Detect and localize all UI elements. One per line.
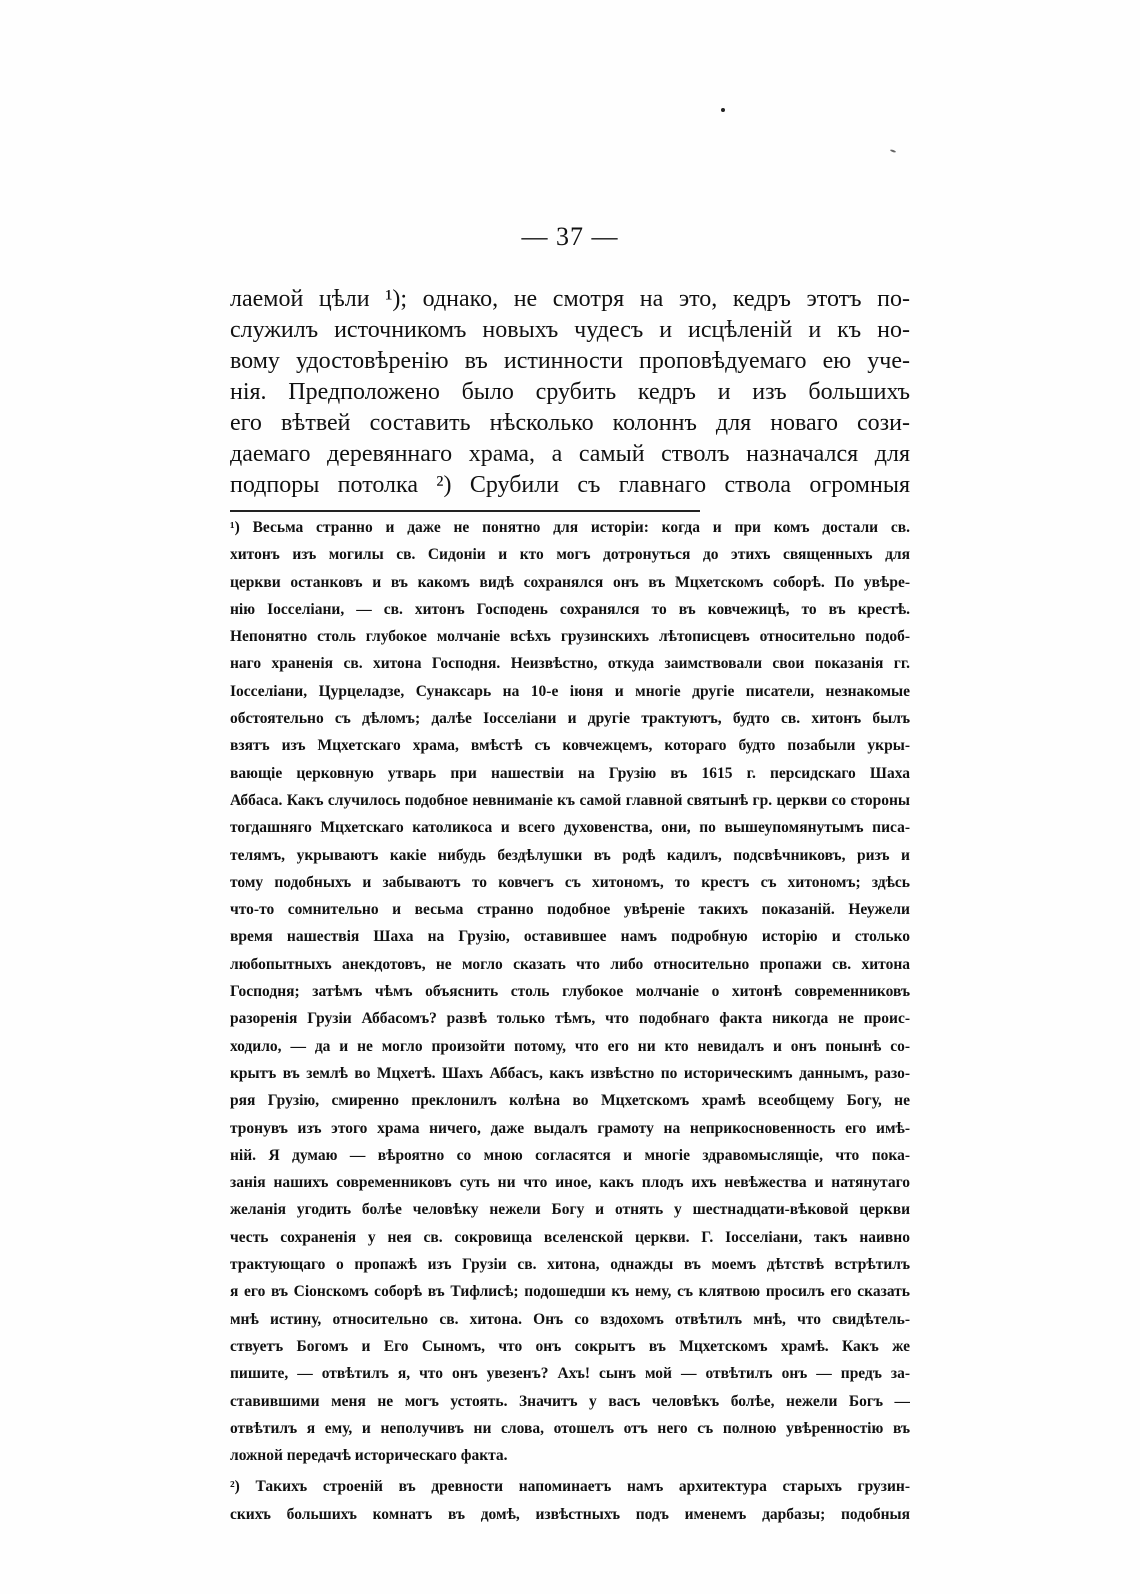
footnote-line: тронувъ изъ этого храма ничего, даже выдалъ грамоту на неприкосновенность его имѣ-: [230, 1119, 910, 1137]
footnote-line: ствуетъ Богомъ и Его Сыномъ, что онъ сокрытъ въ Мцхетскомъ храмѣ. Какъ же: [230, 1337, 910, 1355]
scan-speck: [890, 149, 896, 153]
text-line: служилъ источникомъ новыхъ чудесъ и исцѣленій и къ но-: [230, 317, 910, 343]
footnote-line: церкви останковъ и въ какомъ видѣ сохранялся онъ въ Мцхетскомъ соборѣ. По увѣре-: [230, 573, 910, 591]
footnote-line: скихъ большихъ комнатъ въ домѣ, извѣстныхъ подъ именемъ дарбазы; подобныя: [230, 1505, 910, 1523]
footnote-line: хитонъ изъ могилы св. Сидоніи и кто могъ дотронуться до этихъ священныхъ для: [230, 546, 910, 564]
text-line: даемаго деревяннаго храма, а самый стволъ назначался для: [230, 441, 910, 467]
footnote-line: ложной передачѣ историческаго факта.: [230, 1447, 508, 1465]
footnote-line: ній. Я думаю — вѣроятно со мною согласятся и многіе здравомыслящіе, что пока-: [230, 1146, 910, 1164]
footnote-line: ¹) Весьма странно и даже не понятно для исторіи: когда и при комъ достали св.: [230, 519, 910, 536]
footnotes: [230, 514, 910, 1528]
footnote-line: желанія угодить болѣе человѣку нежели Богу и отнять у шестнадцати-вѣковой церкви: [230, 1201, 910, 1219]
footnote-line: тогдашняго Мцхетскаго католикоса и всего духовенства, они, по вышеупомянутымъ писа-: [230, 819, 910, 837]
footnote-line: взятъ изъ Мцхетскаго храма, вмѣстѣ съ ковчежцемъ, котораго будто позабыли укры-: [230, 737, 910, 755]
footnote-line: обстоятельно съ дѣломъ; далѣе Іосселіани и другіе трактуютъ, будто св. хитонъ былъ: [230, 710, 910, 728]
footnote-divider: [230, 510, 700, 512]
footnote-line: занія нашихъ современниковъ суть ни что иное, какъ плодъ ихъ невѣжества и натянутаго: [230, 1174, 910, 1192]
footnote-line: тому подобныхъ и забываютъ то ковчегъ съ хитономъ, то крестъ съ хитономъ; здѣсь: [230, 873, 910, 891]
footnote-line: наго храненія св. хитона Господня. Неизвѣстно, откуда заимствовали свои показанія гг.: [230, 655, 910, 673]
footnote-line: нію Іосселіани, — св. хитонъ Господень сохранялся то въ ковчежицѣ, то въ крестѣ.: [230, 600, 910, 618]
footnote-line: вающіе церковную утварь при нашествіи на Грузію въ 1615 г. персидскаго Шаха: [230, 764, 910, 782]
footnote-line: трактующаго о пропажѣ изъ Грузіи св. хитона, однажды въ моемъ дѣтствѣ встрѣтилъ: [230, 1256, 910, 1274]
footnote-line: телямъ, укрываютъ какіе нибудь бездѣлушки въ родѣ кадилъ, подсвѣчниковъ, ризъ и: [230, 846, 910, 864]
footnote-line: что-то сомнительно и весьма странно подобное увѣреніе такихъ показаній. Неужели: [230, 901, 910, 919]
footnote-line: ²) Такихъ строеній въ древности напоминаетъ намъ архитектура старыхъ грузин-: [230, 1478, 910, 1496]
footnote-line: честь сохраненія у нея св. сокровища вселенской церкви. Г. Іосселіани, такъ наивно: [230, 1228, 910, 1246]
scan-speck: [721, 108, 725, 112]
footnote-line: крытъ въ землѣ во Мцхетѣ. Шахъ Аббасъ, какъ извѣстно по историческимъ даннымъ, разо-: [230, 1064, 910, 1082]
footnote-line: Непонятно столь глубокое молчаніе всѣхъ грузинскихъ лѣтописцевъ относительно подоб-: [230, 628, 910, 646]
footnote-line: любопытныхъ анекдотовъ, не могло сказать что либо относительно пропажи св. хитона: [230, 955, 910, 973]
text-line: нія. Предположено было срубить кедръ и изъ большихъ: [230, 379, 910, 405]
footnote-line: ставившими меня не могъ устоять. Значитъ у васъ человѣкъ болѣе, нежели Богъ —: [230, 1392, 910, 1410]
footnote-line: разоренія Грузіи Аббасомъ? развѣ только тѣмъ, что подобнаго факта никогда не проис-: [230, 1010, 910, 1028]
footnote-line: ходило, — да и не могло произойти потому, что его ни кто невидалъ и онъ понынѣ со-: [230, 1037, 910, 1055]
footnote-line: отвѣтилъ я ему, и неполучивъ ни слова, отошелъ отъ него съ полною увѣренностію въ: [230, 1419, 910, 1437]
footnote-line: Господня; затѣмъ чѣмъ объяснить столь глубокое молчаніе о хитонѣ современниковъ: [230, 983, 910, 1001]
footnote-line: пишите, — отвѣтилъ я, что онъ увезенъ? Ахъ! сынъ мой — отвѣтилъ онъ — предъ за-: [230, 1365, 910, 1383]
footnote-line: время нашествія Шаха на Грузію, оставившее намъ подробную исторію и столько: [230, 928, 910, 946]
footnote-line: ряя Грузію, смиренно преклонилъ колѣна во Мцхетскомъ храмѣ всеобщему Богу, не: [230, 1092, 910, 1110]
main-text: [230, 284, 910, 501]
page-number: — 37 —: [521, 222, 619, 251]
text-line: вому удостовѣренію въ истинности проповѣдуемаго ею уче-: [230, 348, 910, 374]
text-line: лаемой цѣли ¹); однако, не смотря на это, кедръ этотъ по-: [230, 286, 910, 312]
footnote-line: Іосселіани, Цурцеладзе, Сунаксарь на 10-е іюня и многіе другіе писатели, незнакомые: [230, 682, 910, 700]
text-line: его вѣтвей составить нѣсколько колоннъ для новаго сози-: [230, 410, 910, 436]
footnote-line: я его въ Сіонскомъ соборѣ въ Тифлисѣ; подошедши къ нему, съ клятвою просилъ его сказать: [230, 1283, 910, 1301]
text-line: подпоры потолка ²) Срубили съ главнаго ствола огромныя: [230, 472, 910, 498]
footnote-line: мнѣ истину, относительно св. хитона. Онъ со вздохомъ отвѣтилъ мнѣ, что свидѣтель-: [230, 1310, 910, 1328]
footnote-line: Аббаса. Какъ случилось подобное невниманіе къ самой главной святынѣ гр. церкви со стороны: [230, 791, 910, 809]
